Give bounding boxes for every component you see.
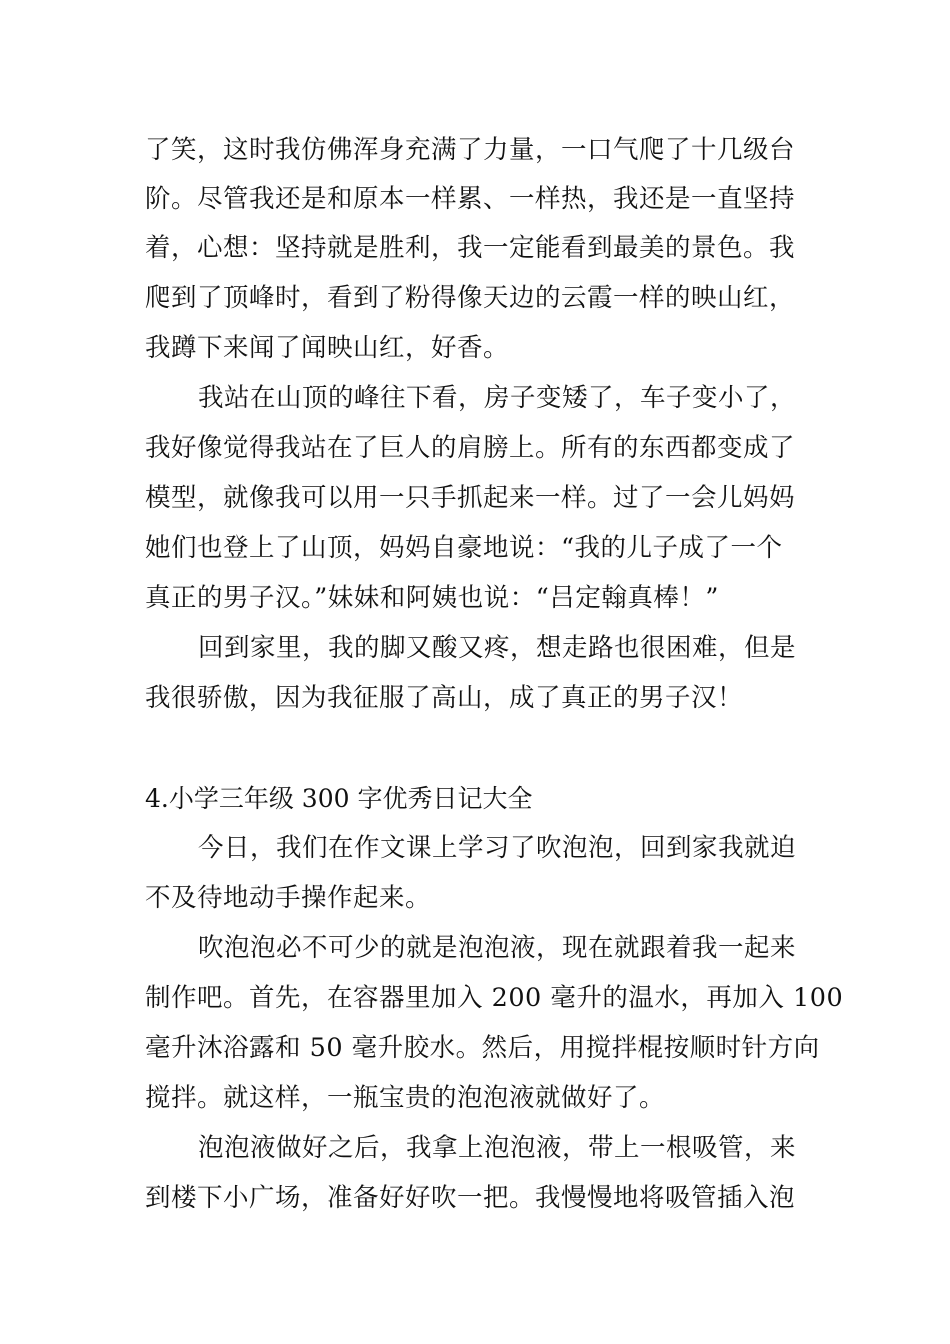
section-heading: 4.小学三年级 300 字优秀日记大全 — [145, 784, 533, 813]
paragraph-start-line: 吹泡泡必不可少的就是泡泡液，现在就跟着我一起来 — [198, 933, 797, 963]
text-line: 不及待地动手操作起来。 — [145, 883, 432, 913]
text-line: 搅拌。就这样，一瓶宝贵的泡泡液就做好了。 — [145, 1083, 666, 1113]
text-line: 爬到了顶峰时，看到了粉得像天边的云霞一样的映山红， — [145, 283, 796, 313]
text-line: 阶。尽管我还是和原本一样累、一样热，我还是一直坚持 — [145, 184, 796, 214]
text-line: 到楼下小广场，准备好好吹一把。我慢慢地将吸管插入泡 — [145, 1183, 796, 1213]
text-line: 了笑，这时我仿佛浑身充满了力量，一口气爬了十几级台 — [145, 135, 796, 165]
paragraph-start-line: 我站在山顶的峰往下看，房子变矮了，车子变小了， — [198, 383, 797, 413]
text-line: 模型，就像我可以用一只手抓起来一样。过了一会儿妈妈 — [145, 483, 796, 513]
text-line: 制作吧。首先，在容器里加入 200 毫升的温水，再加入 100 — [145, 983, 844, 1013]
text-line: 着，心想：坚持就是胜利，我一定能看到最美的景色。我 — [145, 233, 796, 263]
text-line: 她们也登上了山顶，妈妈自豪地说：“我的儿子成了一个 — [145, 533, 783, 563]
paragraph-start-line: 泡泡液做好之后，我拿上泡泡液，带上一根吸管，来 — [198, 1133, 797, 1163]
paragraph-start-line: 回到家里，我的脚又酸又疼，想走路也很困难，但是 — [198, 633, 797, 663]
text-line: 真正的男子汉。”妹妹和阿姨也说：“吕定翰真棒！” — [145, 583, 719, 613]
paragraph-start-line: 今日，我们在作文课上学习了吹泡泡，回到家我就迫 — [198, 833, 797, 863]
text-line: 我好像觉得我站在了巨人的肩膀上。所有的东西都变成了 — [145, 433, 796, 463]
text-line: 毫升沐浴露和 50 毫升胶水。然后，用搅拌棍按顺时针方向 — [145, 1033, 820, 1063]
text-line: 我很骄傲，因为我征服了高山，成了真正的男子汉！ — [145, 683, 744, 713]
text-line: 我蹲下来闻了闻映山红，好香。 — [145, 333, 510, 363]
